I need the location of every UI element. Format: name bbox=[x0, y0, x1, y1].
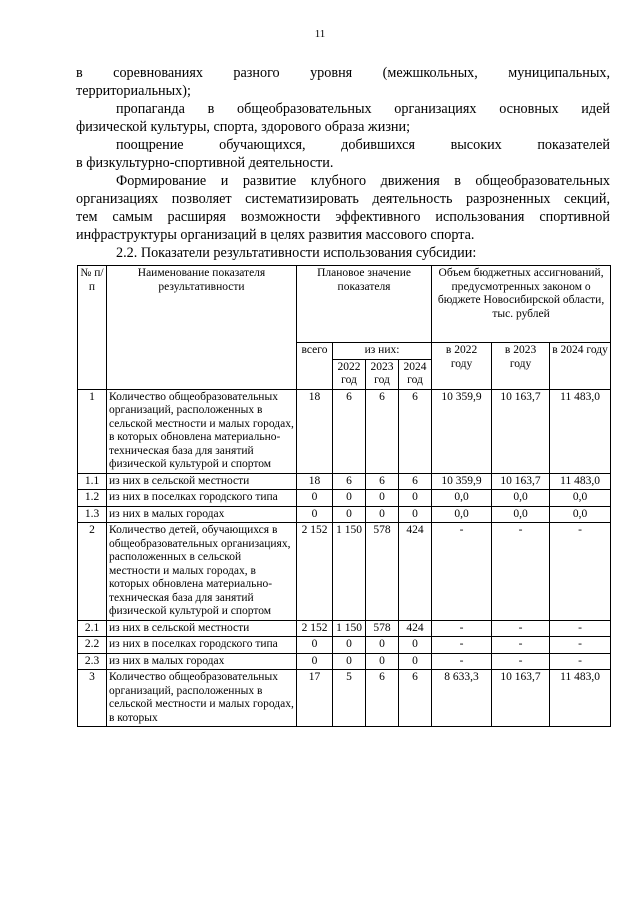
section-heading: 2.2. Показатели результативности использования субсидии: bbox=[116, 245, 477, 261]
cell-y2024: 0 bbox=[399, 490, 432, 507]
cell-y2022: 0 bbox=[333, 506, 366, 523]
cell-b2023: - bbox=[492, 653, 550, 670]
cell-b2022: 10 359,9 bbox=[432, 473, 492, 490]
table-row bbox=[78, 389, 611, 473]
cell-y2023: 0 bbox=[366, 653, 399, 670]
cell-y2023: 0 bbox=[366, 490, 399, 507]
header-b2024: в 2024 году bbox=[550, 343, 611, 390]
header-b2023: в 2023 году bbox=[492, 343, 550, 390]
cell-y2023: 0 bbox=[366, 506, 399, 523]
header-plan: Плановое значение показателя bbox=[297, 266, 432, 343]
cell-b2024: - bbox=[550, 523, 611, 621]
cell-y2022: 5 bbox=[333, 670, 366, 727]
header-of-which: из них: bbox=[333, 343, 432, 360]
header-y2023: 2023 год bbox=[366, 359, 399, 389]
cell-b2023: 10 163,7 bbox=[492, 389, 550, 473]
cell-name: из них в поселках городского типа bbox=[107, 490, 297, 507]
cell-num: 1.2 bbox=[78, 490, 107, 507]
cell-y2022: 1 150 bbox=[333, 620, 366, 637]
cell-num: 3 bbox=[78, 670, 107, 727]
cell-y2022: 1 150 bbox=[333, 523, 366, 621]
cell-b2022: 0,0 bbox=[432, 490, 492, 507]
cell-b2022: - bbox=[432, 620, 492, 637]
cell-name: из них в малых городах bbox=[107, 653, 297, 670]
cell-y2022: 0 bbox=[333, 653, 366, 670]
cell-y2022: 6 bbox=[333, 389, 366, 473]
cell-num: 2 bbox=[78, 523, 107, 621]
cell-y2022: 0 bbox=[333, 490, 366, 507]
text-line: в соревнованиях разного уровня (межшкольных, муниципальных, bbox=[76, 65, 610, 81]
header-num: № п/п bbox=[78, 266, 107, 390]
text-line: тем самым расширяя возможности эффективного использования спортивной bbox=[76, 209, 610, 225]
cell-total: 0 bbox=[297, 506, 333, 523]
header-total: всего bbox=[297, 343, 333, 390]
table-row bbox=[78, 670, 611, 727]
cell-y2024: 0 bbox=[399, 506, 432, 523]
cell-name: Количество детей, обучающихся в общеобразовательных организациях, расположенных в сельской местности и малых городах, в которых обновлена материально-техническая база для занятий физической культурой и спортом bbox=[107, 523, 297, 621]
cell-total: 2 152 bbox=[297, 620, 333, 637]
cell-y2023: 6 bbox=[366, 670, 399, 727]
cell-y2023: 6 bbox=[366, 473, 399, 490]
indicators-table bbox=[77, 265, 611, 727]
table-row bbox=[78, 523, 611, 621]
cell-b2022: - bbox=[432, 523, 492, 621]
cell-b2024: 0,0 bbox=[550, 490, 611, 507]
cell-name: из них в малых городах bbox=[107, 506, 297, 523]
table-row bbox=[78, 653, 611, 670]
cell-b2024: 11 483,0 bbox=[550, 473, 611, 490]
cell-b2024: - bbox=[550, 637, 611, 654]
cell-y2022: 6 bbox=[333, 473, 366, 490]
cell-y2023: 578 bbox=[366, 523, 399, 621]
cell-total: 2 152 bbox=[297, 523, 333, 621]
text-line: организациях позволяет систематизировать деятельность разрозненных секций, bbox=[76, 191, 610, 207]
cell-y2024: 0 bbox=[399, 637, 432, 654]
text-line: Формирование и развитие клубного движения в общеобразовательных bbox=[116, 173, 610, 189]
cell-total: 18 bbox=[297, 389, 333, 473]
cell-b2023: - bbox=[492, 637, 550, 654]
cell-b2022: - bbox=[432, 637, 492, 654]
table-row bbox=[78, 490, 611, 507]
text-line: инфраструктуры организаций в целях развития массового спорта. bbox=[76, 227, 475, 243]
cell-y2024: 0 bbox=[399, 653, 432, 670]
cell-y2022: 0 bbox=[333, 637, 366, 654]
cell-b2024: - bbox=[550, 653, 611, 670]
cell-b2022: - bbox=[432, 653, 492, 670]
cell-b2022: 8 633,3 bbox=[432, 670, 492, 727]
cell-y2024: 6 bbox=[399, 389, 432, 473]
cell-y2023: 6 bbox=[366, 389, 399, 473]
cell-y2023: 578 bbox=[366, 620, 399, 637]
cell-total: 0 bbox=[297, 637, 333, 654]
cell-name: из них в сельской местности bbox=[107, 473, 297, 490]
header-b2022: в 2022 году bbox=[432, 343, 492, 390]
cell-num: 1 bbox=[78, 389, 107, 473]
cell-name: Количество общеобразовательных организаций, расположенных в сельской местности и малых городах, в которых обновлена материально-техническая база для занятий физической культурой и спортом bbox=[107, 389, 297, 473]
cell-total: 17 bbox=[297, 670, 333, 727]
text-line: пропаганда в общеобразовательных организациях основных идей bbox=[116, 101, 610, 117]
table-row bbox=[78, 637, 611, 654]
cell-total: 18 bbox=[297, 473, 333, 490]
cell-name: Количество общеобразовательных организаций, расположенных в сельской местности и малых городах, в которых bbox=[107, 670, 297, 727]
cell-num: 2.2 bbox=[78, 637, 107, 654]
cell-name: из них в поселках городского типа bbox=[107, 637, 297, 654]
cell-y2023: 0 bbox=[366, 637, 399, 654]
text-line: территориальных); bbox=[76, 83, 191, 99]
cell-b2024: 11 483,0 bbox=[550, 670, 611, 727]
cell-name: из них в сельской местности bbox=[107, 620, 297, 637]
cell-y2024: 6 bbox=[399, 670, 432, 727]
text-line: в физкультурно-спортивной деятельности. bbox=[76, 155, 334, 171]
header-y2022: 2022 год bbox=[333, 359, 366, 389]
cell-b2024: 11 483,0 bbox=[550, 389, 611, 473]
table-body bbox=[78, 389, 611, 727]
cell-num: 1.1 bbox=[78, 473, 107, 490]
cell-b2023: - bbox=[492, 523, 550, 621]
text-line: физической культуры, спорта, здорового образа жизни; bbox=[76, 119, 411, 135]
text-line: поощрение обучающихся, добившихся высоких показателей bbox=[116, 137, 610, 153]
cell-y2024: 6 bbox=[399, 473, 432, 490]
header-budget: Объем бюджетных ассигнований, предусмотренных законом о бюджете Новосибирской области, тыс. рублей bbox=[432, 266, 611, 343]
cell-b2022: 0,0 bbox=[432, 506, 492, 523]
table-row bbox=[78, 620, 611, 637]
header-name: Наименование показателя результативности bbox=[107, 266, 297, 390]
cell-b2023: 10 163,7 bbox=[492, 670, 550, 727]
cell-b2024: 0,0 bbox=[550, 506, 611, 523]
cell-y2024: 424 bbox=[399, 620, 432, 637]
cell-b2023: 0,0 bbox=[492, 490, 550, 507]
cell-total: 0 bbox=[297, 653, 333, 670]
cell-b2024: - bbox=[550, 620, 611, 637]
page-number: 11 bbox=[314, 28, 326, 40]
header-y2024: 2024 год bbox=[399, 359, 432, 389]
header-row bbox=[78, 266, 611, 343]
cell-b2022: 10 359,9 bbox=[432, 389, 492, 473]
cell-b2023: 10 163,7 bbox=[492, 473, 550, 490]
cell-num: 1.3 bbox=[78, 506, 107, 523]
table-row bbox=[78, 506, 611, 523]
cell-b2023: 0,0 bbox=[492, 506, 550, 523]
cell-total: 0 bbox=[297, 490, 333, 507]
cell-y2024: 424 bbox=[399, 523, 432, 621]
table-row bbox=[78, 473, 611, 490]
cell-num: 2.1 bbox=[78, 620, 107, 637]
cell-num: 2.3 bbox=[78, 653, 107, 670]
cell-b2023: - bbox=[492, 620, 550, 637]
